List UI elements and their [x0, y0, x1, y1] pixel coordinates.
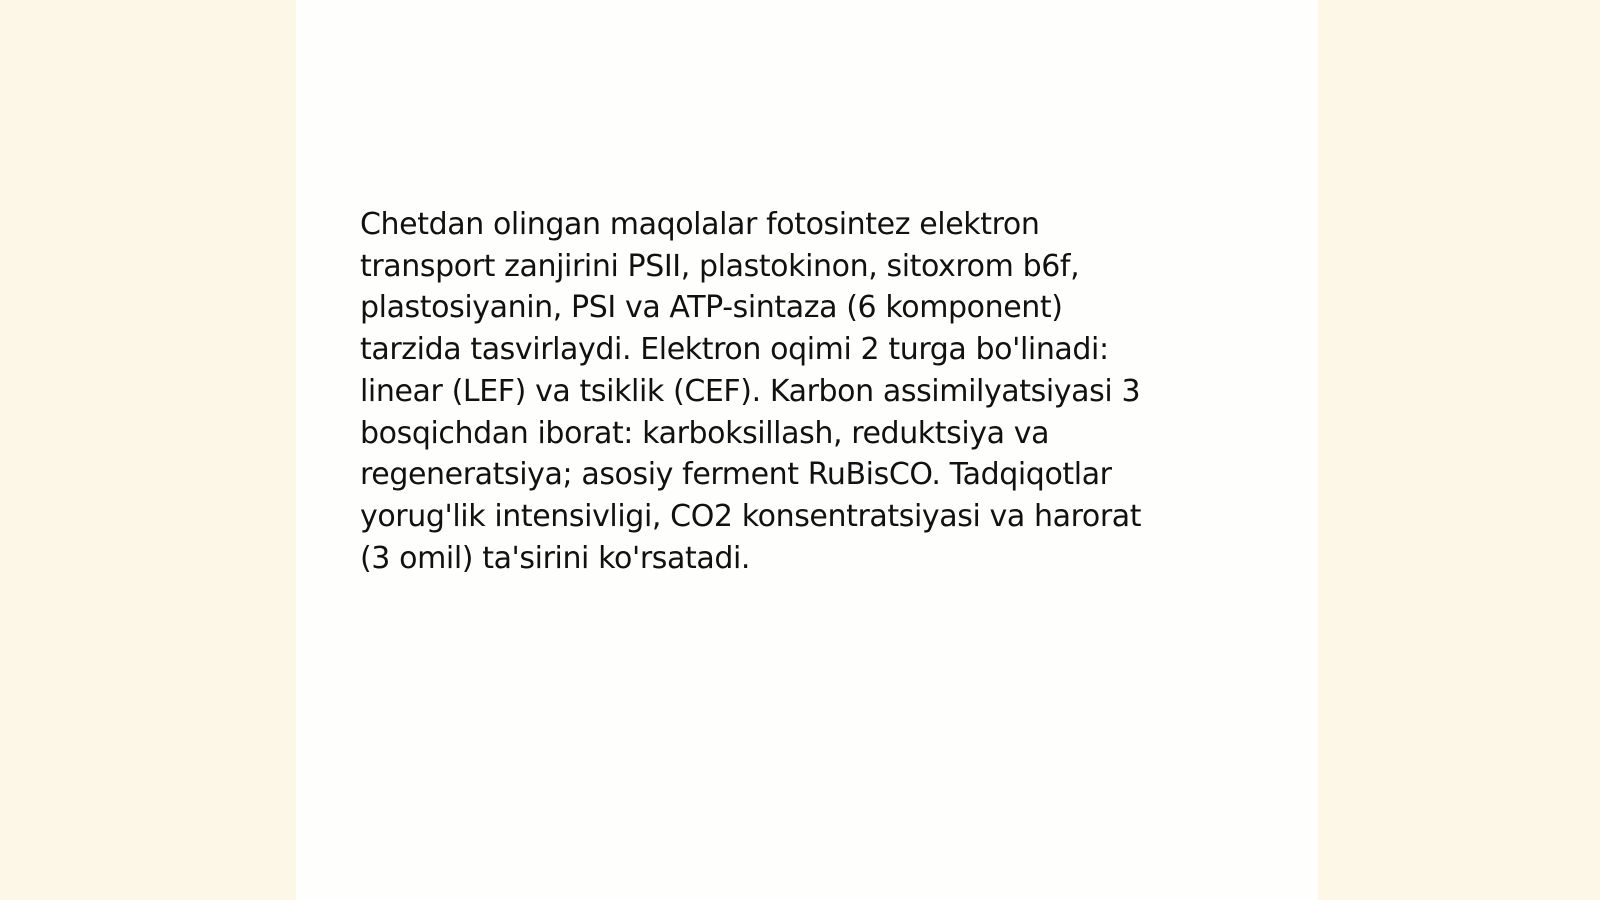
- paragraph-line-5: linear (LEF) va tsiklik (CEF). Karbon assimilyatsiyasi 3: [360, 373, 1141, 409]
- paragraph-line-3: plastosiyanin, PSI va ATP-sintaza (6 komponent): [360, 290, 1063, 326]
- paragraph-line-9: (3 omil) ta'sirini ko'rsatadi.: [360, 540, 751, 576]
- paragraph-line-1: Chetdan olingan maqolalar fotosintez elektron: [360, 207, 1040, 242]
- paragraph-line-2: transport zanjirini PSII, plastokinon, sitoxrom b6f,: [360, 248, 1080, 284]
- paragraph-line-4: tarzida tasvirlaydi. Elektron oqimi 2 turga bo'linadi:: [360, 332, 1109, 368]
- paragraph-line-7: regeneratsiya; asosiy ferment RuBisCO. Tadqiqotlar: [360, 457, 1112, 493]
- paragraph-line-8: yorug'lik intensivligi, CO2 konsentratsiyasi va harorat: [360, 498, 1142, 534]
- document-page: [296, 0, 1318, 900]
- paragraph: [360, 204, 1260, 579]
- paragraph-line-6: bosqichdan iborat: karboksillash, reduktsiya va: [360, 415, 1050, 451]
